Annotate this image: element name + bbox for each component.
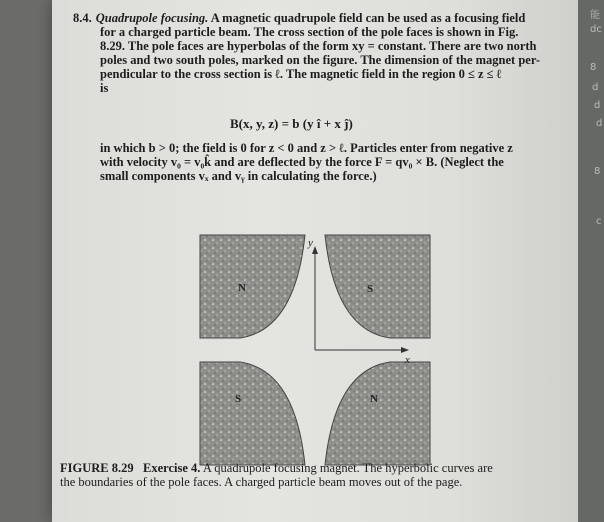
problem-line: is: [100, 80, 109, 95]
y-axis-arrow: [312, 246, 318, 254]
continuation-line: small components vₓ and vᵧ in calculating the force.): [100, 168, 377, 183]
problem-first-line: [73, 12, 553, 26]
margin-mark: dc: [590, 24, 602, 35]
pole-face-top-left: [200, 235, 305, 338]
caption-figure-label: FIGURE 8.29: [60, 461, 134, 475]
x-axis-arrow: [401, 347, 409, 353]
pole-label-top-left: N: [238, 282, 246, 294]
problem-line: pendicular to the cross section is ℓ. The magnetic field in the region 0 ≤ z ≤ ℓ: [100, 66, 502, 81]
caption-line-2: the boundaries of the pole faces. A charged particle beam moves out of the page.: [60, 475, 463, 489]
margin-mark: 能: [590, 10, 600, 21]
pole-face-bottom-right: [325, 362, 430, 465]
problem-number: 8.4.: [73, 11, 92, 25]
pole-face-top-right: [325, 235, 430, 338]
margin-mark: d: [592, 82, 599, 93]
pole-label-bottom-right: N: [370, 393, 378, 405]
problem-line: 8.29. The pole faces are hyperbolas of the form xy = constant. There are two north: [100, 38, 537, 53]
pole-label-top-right: S: [367, 283, 374, 295]
margin-mark: 8: [594, 166, 601, 177]
margin-mark: d: [596, 118, 603, 129]
figure-caption: [60, 461, 580, 489]
problem-line: A magnetic quadrupole field can be used as a focusing field: [208, 11, 526, 25]
axis-label-y: y: [308, 237, 313, 249]
problem-statement: [73, 12, 553, 95]
margin-mark: c: [596, 216, 602, 227]
axis-label-x: x: [405, 354, 410, 366]
caption-line-1: [60, 461, 580, 475]
problem-continuation: [100, 142, 570, 184]
continuation-line: with velocity v₀ = v₀k̂ and are deflected by the force F = qv₀ × B. (Neglect the: [100, 154, 504, 169]
problem-line: for a charged particle beam. The cross section of the pole faces is shown in Fig.: [100, 24, 519, 39]
problem-title: Quadrupole focusing.: [95, 11, 209, 25]
field-equation: B(x, y, z) = b (y î + x ĵ): [230, 116, 353, 131]
pole-label-bottom-left: S: [235, 393, 242, 405]
problem-line: poles and two south poles, marked on the figure. The dimension of the magnet per-: [100, 52, 541, 67]
adjacent-page-edge: [578, 0, 604, 522]
caption-exercise-label: Exercise 4.: [143, 461, 201, 475]
margin-mark: 8: [590, 62, 597, 73]
margin-mark: d: [594, 100, 601, 111]
caption-text: A quadrupole focusing magnet. The hyperbolic curves are: [200, 461, 493, 475]
continuation-line: in which b > 0; the field is 0 for z < 0 and z > ℓ. Particles enter from negative z: [100, 141, 513, 155]
pole-face-bottom-left: [200, 362, 305, 465]
quadrupole-figure: [195, 230, 435, 470]
